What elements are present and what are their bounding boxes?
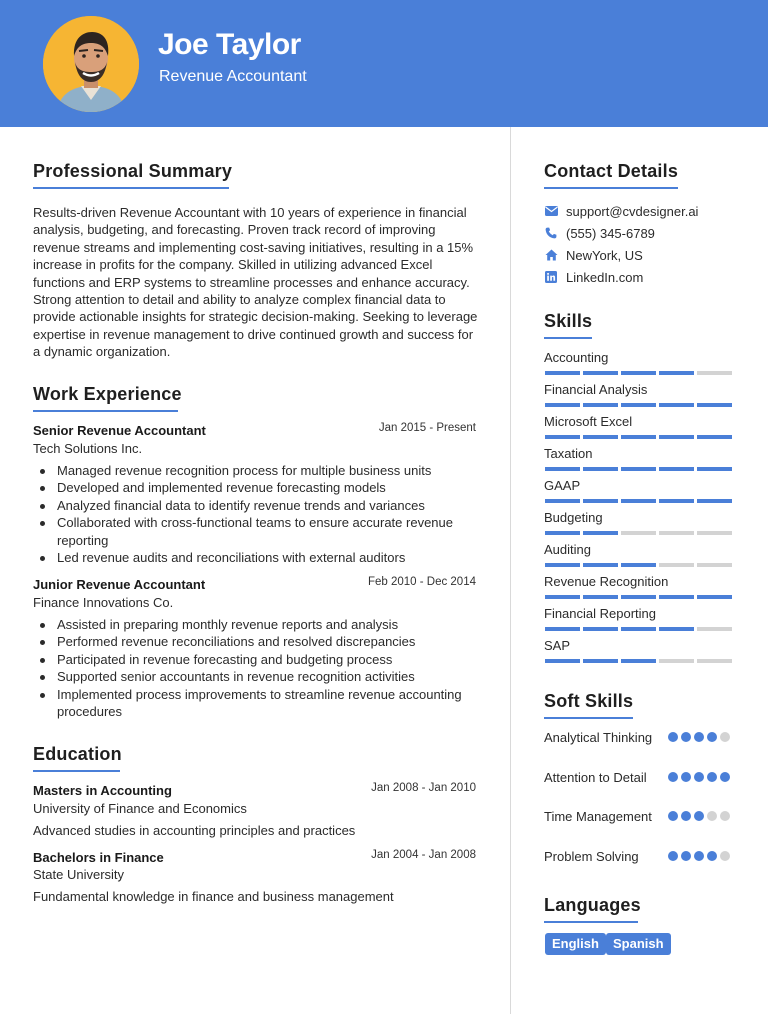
section-underline <box>33 187 229 189</box>
skill-label: Accounting <box>544 350 609 365</box>
education-description: Fundamental knowledge in finance and business management <box>33 889 394 904</box>
company-name: Tech Solutions Inc. <box>33 441 143 456</box>
candidate-role: Revenue Accountant <box>159 68 307 85</box>
skill-level-segment <box>545 563 580 567</box>
skill-level-segment <box>659 595 694 599</box>
section-underline <box>544 337 592 339</box>
rating-dot <box>681 732 691 742</box>
contact-text: (555) 345-6789 <box>566 225 655 241</box>
skill-level-segment <box>545 659 580 663</box>
soft-skill-rating <box>668 732 730 742</box>
list-item: Participated in revenue forecasting and budgeting process <box>57 651 482 668</box>
resume-header <box>0 0 768 127</box>
skill-level-segment <box>697 531 732 535</box>
skill-level-segment <box>697 659 732 663</box>
soft-skill-label: Attention to Detail <box>544 770 647 785</box>
skill-level-segment <box>621 563 656 567</box>
section-underline <box>544 717 633 719</box>
section-title-contact: Contact Details <box>544 161 679 181</box>
skill-level-segment <box>621 467 656 471</box>
school-name: University of Finance and Economics <box>33 801 247 816</box>
contact-text: LinkedIn.com <box>566 269 644 285</box>
skill-level-segment <box>545 371 580 375</box>
skill-level-segment <box>697 595 732 599</box>
skill-level-segment <box>621 659 656 663</box>
contact-text: support@cvdesigner.ai <box>566 203 699 219</box>
envelope-icon <box>544 204 558 218</box>
list-item: Developed and implemented revenue forecasting models <box>57 479 482 496</box>
rating-dot <box>668 732 678 742</box>
skill-level-segment <box>659 659 694 663</box>
skill-level-bar <box>545 371 732 375</box>
column-divider <box>510 127 511 1014</box>
phone-icon <box>544 226 558 240</box>
skill-label: Financial Analysis <box>544 382 648 397</box>
skill-label: SAP <box>544 638 571 653</box>
skill-label: Microsoft Excel <box>544 414 633 429</box>
rating-dot <box>694 732 704 742</box>
rating-dot <box>681 851 691 861</box>
skill-level-bar <box>545 659 732 663</box>
rating-dot <box>720 851 730 861</box>
section-underline <box>544 187 678 189</box>
rating-dot <box>694 811 704 821</box>
list-item: Performed revenue reconciliations and resolved discrepancies <box>57 633 482 650</box>
rating-dot <box>694 851 704 861</box>
skill-level-segment <box>545 467 580 471</box>
education-description: Advanced studies in accounting principles and practices <box>33 823 356 838</box>
contact-phone[interactable] <box>544 224 655 242</box>
language-badge: Spanish <box>606 933 671 955</box>
rating-dot <box>668 811 678 821</box>
skill-level-segment <box>697 563 732 567</box>
section-title-languages: Languages <box>544 895 641 915</box>
rating-dot <box>720 811 730 821</box>
list-item: Supported senior accountants in revenue recognition activities <box>57 668 482 685</box>
job-bullets <box>57 616 482 720</box>
language-badge: English <box>545 933 606 955</box>
rating-dot <box>707 811 717 821</box>
list-item: Managed revenue recognition process for multiple business units <box>57 462 482 479</box>
section-title-soft-skills: Soft Skills <box>544 691 634 711</box>
skill-level-segment <box>659 371 694 375</box>
skill-level-segment <box>545 531 580 535</box>
list-item: Analyzed financial data to identify revenue trends and variances <box>57 497 482 514</box>
summary-text: Results-driven Revenue Accountant with 10 years of experience in financial analysis, budgeting, and forecasting. Proven track record of improving revenue streams and implementing cost-saving initiatives, resulting in a 15% increase in profits for the company. Skilled in utilizing advanced Excel functions and ERP systems to streamline processes and enhance accuracy. Strong attention to detail and ability to analyze complex financial data to provide actionable insights for strategic decision-making. Seeking to leverage expertise in revenue management to drive continued growth and success for a dynamic organization. <box>33 205 478 360</box>
skill-level-segment <box>659 499 694 503</box>
rating-dot <box>707 851 717 861</box>
soft-skill-label: Analytical Thinking <box>544 730 653 745</box>
soft-skill-rating <box>668 811 730 821</box>
skill-level-bar <box>545 467 732 471</box>
skill-level-segment <box>545 403 580 407</box>
skill-level-segment <box>583 563 618 567</box>
skill-level-segment <box>583 371 618 375</box>
degree-title: Masters in Accounting <box>33 783 172 798</box>
skill-label: Budgeting <box>544 510 603 525</box>
skill-level-segment <box>583 403 618 407</box>
skill-label: Revenue Recognition <box>544 574 669 589</box>
skill-level-segment <box>621 499 656 503</box>
person-portrait-image <box>43 16 139 112</box>
section-title-summary: Professional Summary <box>33 161 233 181</box>
skill-level-segment <box>697 499 732 503</box>
soft-skill-rating <box>668 851 730 861</box>
candidate-name: Joe Taylor <box>158 28 301 61</box>
soft-skill-label: Problem Solving <box>544 849 639 864</box>
section-title-experience: Work Experience <box>33 384 182 404</box>
home-icon <box>544 248 558 262</box>
skill-label: Financial Reporting <box>544 606 657 621</box>
rating-dot <box>681 772 691 782</box>
skill-level-segment <box>583 595 618 599</box>
skill-level-bar <box>545 435 732 439</box>
contact-location <box>544 246 643 264</box>
job-dates: Jan 2015 - Present <box>378 422 476 434</box>
contact-linkedin[interactable] <box>544 268 643 286</box>
list-item: Implemented process improvements to streamline revenue accounting procedures <box>57 686 482 721</box>
rating-dot <box>720 732 730 742</box>
skill-level-segment <box>545 435 580 439</box>
rating-dot <box>694 772 704 782</box>
list-item: Assisted in preparing monthly revenue reports and analysis <box>57 616 482 633</box>
list-item: Led revenue audits and reconciliations with external auditors <box>57 549 482 566</box>
soft-skill-label: Time Management <box>544 809 652 824</box>
skill-level-segment <box>583 531 618 535</box>
job-bullets <box>57 462 482 566</box>
section-underline <box>544 921 638 923</box>
skill-level-bar <box>545 563 732 567</box>
skill-level-segment <box>659 403 694 407</box>
contact-email[interactable] <box>544 202 698 220</box>
skill-level-segment <box>659 435 694 439</box>
skill-level-segment <box>545 627 580 631</box>
school-name: State University <box>33 867 125 882</box>
skill-level-segment <box>621 595 656 599</box>
skill-level-segment <box>697 627 732 631</box>
rating-dot <box>707 772 717 782</box>
skill-level-segment <box>545 595 580 599</box>
skill-level-segment <box>697 435 732 439</box>
skill-level-segment <box>583 435 618 439</box>
job-title: Junior Revenue Accountant <box>33 577 206 592</box>
skill-level-bar <box>545 531 732 535</box>
skill-level-segment <box>621 371 656 375</box>
skill-level-segment <box>659 627 694 631</box>
profile-photo <box>43 16 139 112</box>
list-item: Collaborated with cross-functional teams to ensure accurate revenue reporting <box>57 514 482 549</box>
skill-level-segment <box>659 563 694 567</box>
skill-level-bar <box>545 595 732 599</box>
rating-dot <box>668 772 678 782</box>
education-dates: Jan 2004 - Jan 2008 <box>371 849 476 861</box>
skill-level-bar <box>545 499 732 503</box>
skill-level-segment <box>583 659 618 663</box>
skill-label: Taxation <box>544 446 593 461</box>
skill-level-segment <box>621 531 656 535</box>
job-title: Senior Revenue Accountant <box>33 423 206 438</box>
skill-label: GAAP <box>544 478 581 493</box>
section-title-skills: Skills <box>544 311 593 331</box>
skill-level-segment <box>583 499 618 503</box>
skill-level-segment <box>697 371 732 375</box>
rating-dot <box>720 772 730 782</box>
company-name: Finance Innovations Co. <box>33 595 174 610</box>
rating-dot <box>681 811 691 821</box>
job-dates: Feb 2010 - Dec 2014 <box>367 576 476 588</box>
rating-dot <box>668 851 678 861</box>
skill-level-segment <box>621 403 656 407</box>
education-dates: Jan 2008 - Jan 2010 <box>371 782 476 794</box>
skill-level-segment <box>583 467 618 471</box>
skill-level-segment <box>583 627 618 631</box>
skill-level-segment <box>545 499 580 503</box>
skill-level-segment <box>697 403 732 407</box>
contact-text: NewYork, US <box>566 247 643 263</box>
soft-skill-rating <box>668 772 730 782</box>
degree-title: Bachelors in Finance <box>33 850 164 865</box>
skill-level-segment <box>659 467 694 471</box>
skill-label: Auditing <box>544 542 591 557</box>
section-underline <box>33 770 120 772</box>
skill-level-bar <box>545 627 732 631</box>
section-title-education: Education <box>33 744 122 764</box>
section-underline <box>33 410 178 412</box>
skill-level-segment <box>659 531 694 535</box>
skill-level-bar <box>545 403 732 407</box>
linkedin-icon <box>544 270 558 284</box>
skill-level-segment <box>697 467 732 471</box>
skill-level-segment <box>621 435 656 439</box>
skill-level-segment <box>621 627 656 631</box>
rating-dot <box>707 732 717 742</box>
